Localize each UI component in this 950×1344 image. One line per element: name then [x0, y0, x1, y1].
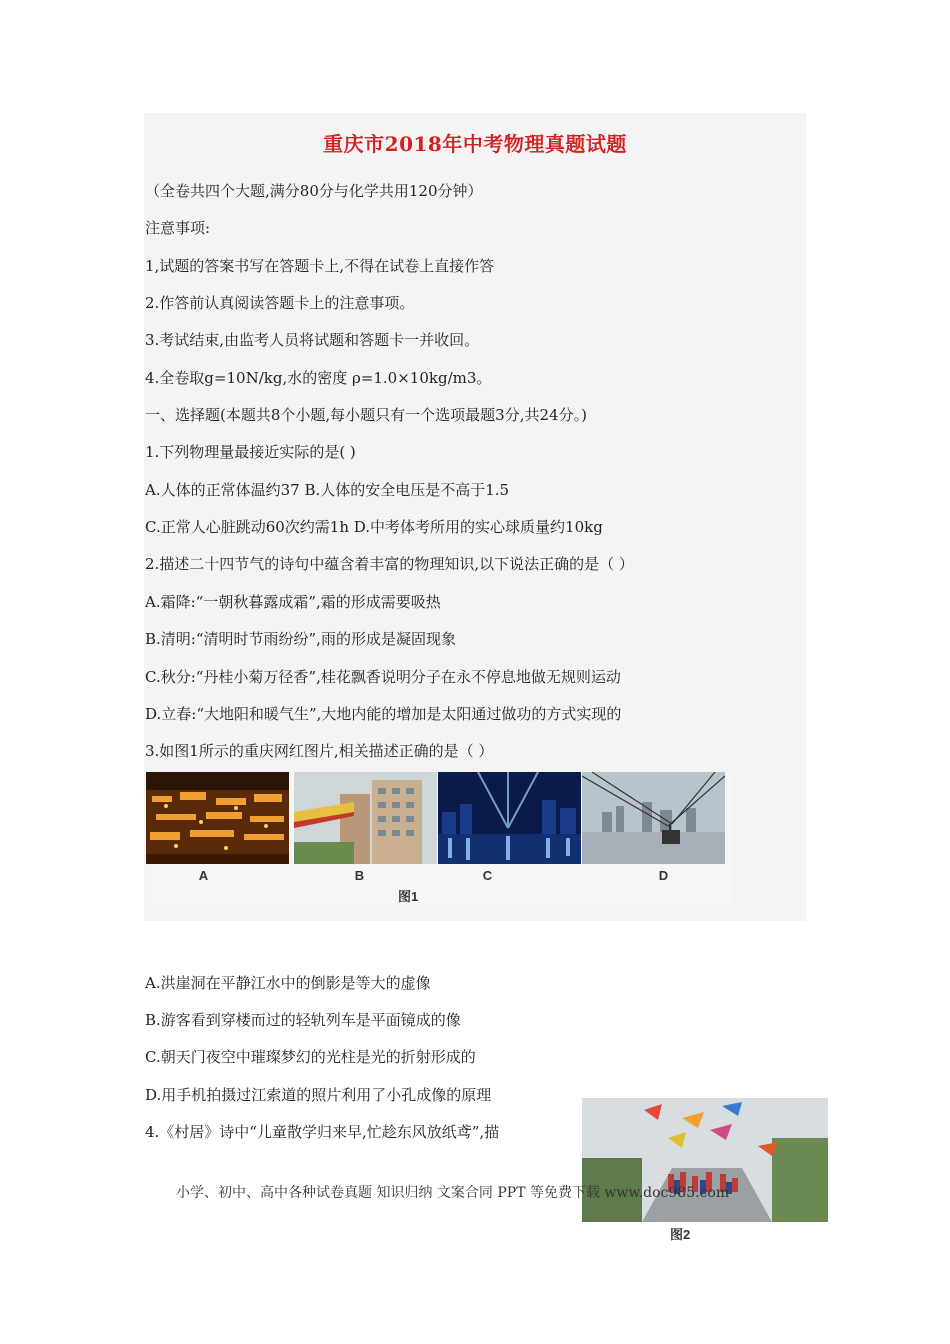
- notice-heading: 注意事项:: [145, 219, 211, 237]
- question-3-stem: 3.如图1所示的重庆网红图片,相关描述正确的是（ ）: [145, 742, 494, 760]
- notice-item: 2.作答前认真阅读答题卡上的注意事项。: [145, 294, 415, 312]
- figure-1: [146, 772, 732, 906]
- question-3-option: A.洪崖洞在平静江水中的倒影是等大的虚像: [145, 974, 431, 992]
- question-2-option: A.霜降:“一朝秋暮露成霜”,霜的形成需要吸热: [145, 593, 441, 611]
- exam-subtitle: （全卷共四个大题,满分80分与化学共用120分钟）: [145, 182, 483, 200]
- question-3-option: C.朝天门夜空中璀璨梦幻的光柱是光的折射形成的: [145, 1048, 476, 1066]
- question-1-options-line: A.人体的正常体温约37 B.人体的安全电压是不高于1.5: [145, 481, 510, 499]
- figure-label-d: D: [658, 868, 669, 883]
- notice-item: 1,试题的答案书写在答题卡上,不得在试卷上直接作答: [145, 257, 495, 275]
- footer-text: 小学、初中、高中各种试卷真题 知识归纳 文案合同 PPT 等免费下载 www.doc985.com: [176, 1185, 730, 1201]
- photo-light-beams: [438, 772, 581, 864]
- question-2-option: C.秋分:“丹桂小菊万径香”,桂花飘香说明分子在永不停息地做无规则运动: [145, 668, 621, 686]
- question-1-stem: 1.下列物理量最接近实际的是( ): [145, 443, 356, 461]
- figure-label-c: C: [482, 868, 493, 883]
- figure-2-caption: 图2: [670, 1227, 691, 1242]
- notice-item: 3.考试结束,由监考人员将试题和答题卡一并收回。: [145, 331, 480, 349]
- figure-label-a: A: [198, 868, 209, 883]
- question-3-option: D.用手机拍摄过江索道的照片利用了小孔成像的原理: [145, 1086, 492, 1104]
- page-title: 重庆市2018年中考物理真题试题: [323, 132, 627, 156]
- figure-1-caption: 图1: [398, 889, 419, 904]
- photo-cable-car: [582, 772, 725, 864]
- question-4-stem: 4.《村居》诗中“儿童散学归来早,忙趁东风放纸鸢”,描: [145, 1123, 500, 1141]
- question-2-option: B.清明:“清明时节雨纷纷”,雨的形成是凝固现象: [145, 630, 456, 648]
- question-2-option: D.立春:“大地阳和暖气生”,大地内能的增加是太阳通过做功的方式实现的: [145, 705, 622, 723]
- question-3-option: B.游客看到穿楼而过的轻轨列车是平面镜成的像: [145, 1011, 461, 1029]
- section-heading: 一、选择题(本题共8个小题,每小题只有一个选项最题3分,共24分。): [145, 406, 587, 424]
- photo-light-rail: [294, 772, 437, 864]
- notice-item: 4.全卷取g=10N/kg,水的密度 ρ=1.0×10kg/m3。: [145, 369, 492, 387]
- figure-label-b: B: [354, 868, 365, 883]
- photo-hongyadong: [146, 772, 289, 864]
- question-1-options-line: C.正常人心脏跳动60次约需1h D.中考体考所用的实心球质量约10kg: [145, 518, 603, 536]
- figure-2-kites-photo: [582, 1098, 828, 1222]
- question-2-stem: 2.描述二十四节气的诗句中蕴含着丰富的物理知识,以下说法正确的是（ ）: [145, 555, 634, 573]
